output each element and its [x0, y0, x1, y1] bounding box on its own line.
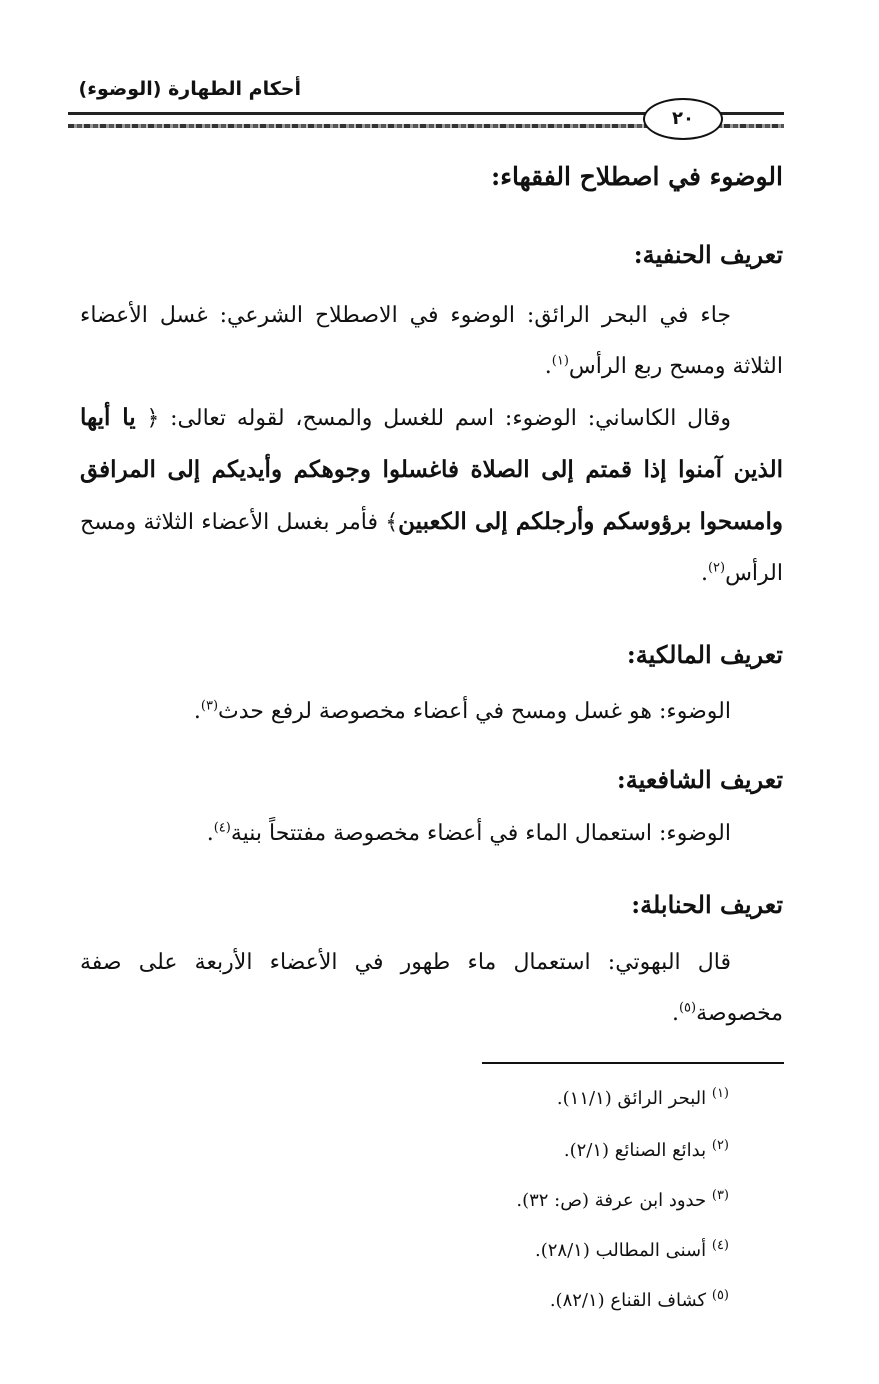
shafii-paragraph [207, 808, 731, 859]
maliki-heading: تعريف المالكية: [626, 640, 783, 669]
hanbali-paragraph [80, 937, 783, 1039]
hanafi-paragraph-1 [80, 290, 783, 392]
maliki-text: الوضوء: هو غسل ومسح في أعضاء مخصوصة لرفع حدث [218, 699, 731, 724]
footnote-item [516, 1190, 729, 1211]
footnote-ref-1: (١) [551, 353, 569, 369]
footnote-number: (١) [711, 1086, 729, 1101]
footnote-number: (٥) [711, 1288, 729, 1303]
hanafi-para2-intro: وقال الكاساني: الوضوء: اسم للغسل والمسح، لقوله تعالى: ﴿ [146, 406, 731, 431]
footnote-item [557, 1088, 729, 1109]
footnote-text: بدائع الصنائع (٢/١). [563, 1140, 707, 1161]
footnote-text: كشاف القناع (٨٢/١). [549, 1290, 707, 1311]
quran-verse: يا أيها الذين آمنوا إذا قمتم إلى الصلاة فاغسلوا وجوهكم وأيديكم إلى المرافق وامسحوا برؤوسكم وأرجلكم إلى الكعبين [80, 404, 784, 535]
running-header-title: أحكام الطهارة (الوضوء) [78, 78, 301, 100]
period: . [206, 821, 214, 846]
hanafi-para1-text: جاء في البحر الرائق: الوضوء في الاصطلاح الشرعي: غسل الأعضاء الثلاثة ومسح ربع الرأس [80, 303, 783, 379]
section-heading: الوضوء في اصطلاح الفقهاء: [491, 162, 783, 191]
footnote-text: أسنى المطالب (٢٨/١). [535, 1240, 707, 1261]
footnote-text: حدود ابن عرفة (ص: ٣٢). [516, 1190, 707, 1211]
shafii-heading: تعريف الشافعية: [616, 765, 783, 794]
footnote-ref-3: (٣) [200, 698, 219, 714]
footnote-ref-4: (٤) [213, 820, 231, 836]
footnote-item [535, 1240, 729, 1261]
hanafi-para2-rest: ﴾ فأمر بغسل الأعضاء الثلاثة ومسح الرأس [80, 510, 783, 586]
period: . [671, 1001, 679, 1026]
page-number: ٢٠ [643, 98, 723, 140]
footnote-number: (٤) [711, 1238, 729, 1253]
period: . [193, 699, 201, 724]
footnote-item [550, 1290, 729, 1311]
maliki-paragraph [194, 686, 731, 737]
period: . [700, 561, 708, 586]
footnote-number: (٢) [711, 1138, 729, 1153]
shafii-text: الوضوء: استعمال الماء في أعضاء مخصوصة مفتتحاً بنية [230, 821, 731, 846]
footnote-separator [482, 1062, 784, 1064]
footnote-ref-2: (٢) [707, 560, 726, 576]
period: . [544, 354, 552, 379]
footnote-text: البحر الرائق (١١/١). [556, 1088, 707, 1109]
footnote-ref-5: (٥) [678, 1000, 697, 1016]
hanbali-text: قال البهوتي: استعمال ماء طهور في الأعضاء الأربعة على صفة مخصوصة [80, 950, 783, 1026]
hanbali-heading: تعريف الحنابلة: [631, 890, 783, 919]
hanafi-paragraph-2 [80, 392, 783, 599]
footnote-number: (٣) [711, 1188, 729, 1203]
hanafi-heading: تعريف الحنفية: [633, 240, 783, 269]
footnote-item [564, 1140, 729, 1161]
